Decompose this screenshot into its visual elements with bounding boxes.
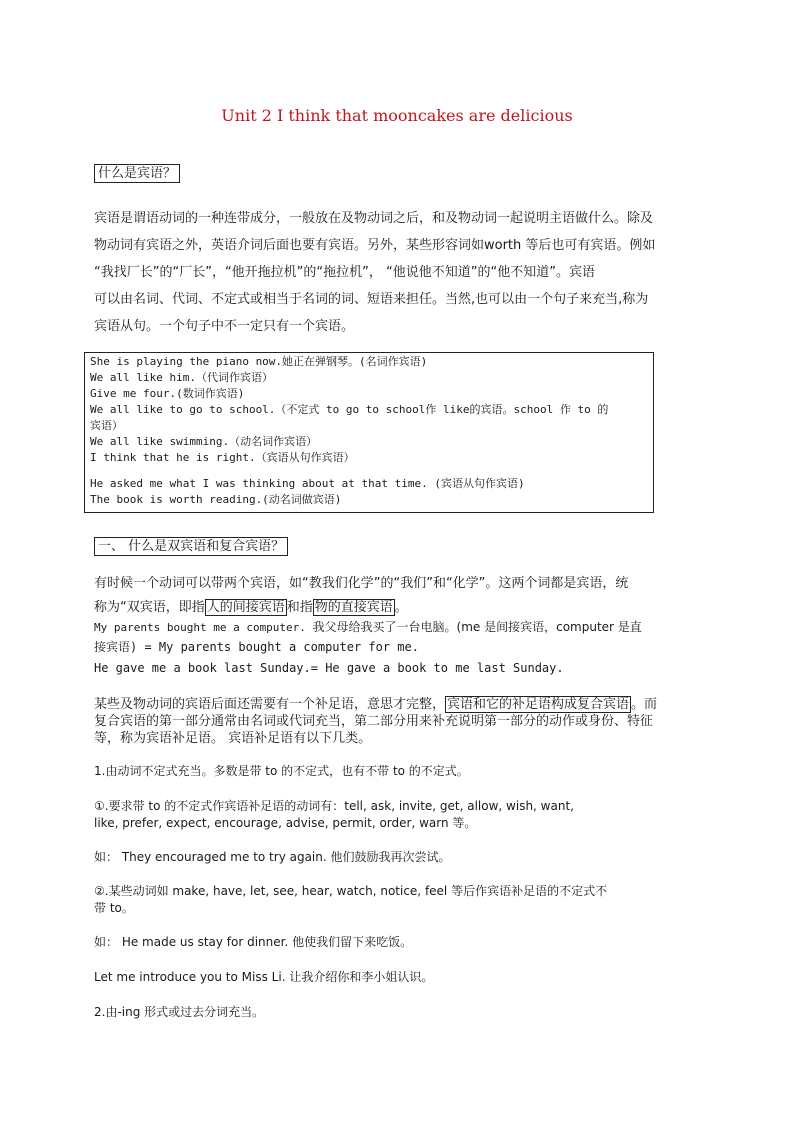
complex-object-highlight: 宾语和它的补足语构成复合宾语 [447,697,630,712]
section-heading-object: 什么是宾语？ [94,164,180,183]
example-line: She is playing the piano now.她正在弹钢琴。(名词作宾语) [90,355,428,368]
double-example-2: 接宾语) = My parents bought a computer for me. [94,640,419,654]
examples-box [84,352,654,513]
complex-line-1: 某些及物动词的宾语后面还需要有一个补足语，意思才完整， 宾语和它的补足语构成复合宾语 。而 [94,697,658,712]
item-1a-line-1: ①.要求带 to 的不定式作宾语补足语的动词有：tell, ask, invite, get, allow, wish, want, [94,799,574,813]
page-title: Unit 2 I think that mooncakes are delicious [221,106,573,125]
example-line: The book is worth reading.(动名词做宾语) [90,493,342,506]
intro-line: 物动词有宾语之外，英语介词后面也要有宾语。另外，某些形容词如worth 等后也可有宾语。例如 [94,238,656,253]
example-line: We all like him.（代词作宾语） [90,371,273,384]
example-line: 宾语） [90,419,123,432]
intro-line: “我找厂长”的“厂长”，“他开拖拉机”的“拖拉机”， “他说他不知道”的“他不知道”。宾语 [94,265,595,280]
indirect-object-highlight: 人的间接宾语 [206,600,285,615]
item-1a-example: 如： They encouraged me to try again. 他们鼓励我再次尝试。 [94,850,451,864]
double-line-1: 有时候一个动词可以带两个宾语，如“教我们化学”的“我们”和“化学”。这两个词都是宾语，统 [94,576,629,591]
intro-line: 宾语是谓语动词的一种连带成分，一般放在及物动词之后，和及物动词一起说明主语做什么。除及 [94,211,654,226]
double-example-3: He gave me a book last Sunday.= He gave a book to me last Sunday. [94,661,564,675]
complex-line-2: 复合宾语的第一部分通常由名词或代词充当，第二部分用来补充说明第一部分的动作或身份、特征 [94,714,654,729]
example-line: I think that he is right.（宾语从句作宾语） [90,451,355,464]
intro-line: 宾语从句。一个句子中不一定只有一个宾语。 [94,319,355,334]
example-line: He asked me what I was thinking about at that time. (宾语从句作宾语) [90,477,525,490]
intro-paragraph [94,205,698,340]
complex-line-3: 等，称为宾语补足语。 宾语补足语有以下几类。 [94,731,372,746]
item-1b-example-1: 如： He made us stay for dinner. 他使我们留下来吃饭。 [94,935,413,949]
example-line: We all like swimming.（动名词作宾语） [90,435,318,448]
complex-object-paragraph [94,696,698,747]
intro-line: 可以由名词、代词、不定式或相当于名词的词、短语来担任。当然,也可以由一个句子来充当,称为 [94,292,649,307]
direct-object-highlight: 物的直接宾语 [314,600,393,615]
example-line: We all like to go to school.（不定式 to go to school作 like的宾语。school 作 to 的 [90,403,609,416]
double-line-2: 称为“双宾语，即指 人的间接宾语 和指 物的直接宾语 。 [94,600,408,615]
double-object-paragraph [94,572,698,620]
section-heading-double-object: 一、 什么是双宾语和复合宾语？ [94,537,288,556]
item-1b-line-2: 带 to。 [94,901,134,915]
double-example-1: My parents bought me a computer. 我父母给我买了一台电脑。(me 是间接宾语，computer 是直 [94,620,642,634]
example-line: Give me four.(数词作宾语) [90,387,245,400]
item-1: 1.由动词不定式充当。多数是带 to 的不定式，也有不带 to 的不定式。 [94,764,469,778]
item-2: 2.由-ing 形式或过去分词充当。 [94,1005,265,1019]
item-1a-line-2: like, prefer, expect, encourage, advise, permit, order, warn 等。 [94,816,477,830]
item-1b-example-2: Let me introduce you to Miss Li. 让我介绍你和李小姐认识。 [94,970,434,984]
item-1b-line-1: ②.某些动词如 make, have, let, see, hear, watch, notice, feel 等后作宾语补足语的不定式不 [94,884,608,898]
example-blank-line [90,466,648,476]
